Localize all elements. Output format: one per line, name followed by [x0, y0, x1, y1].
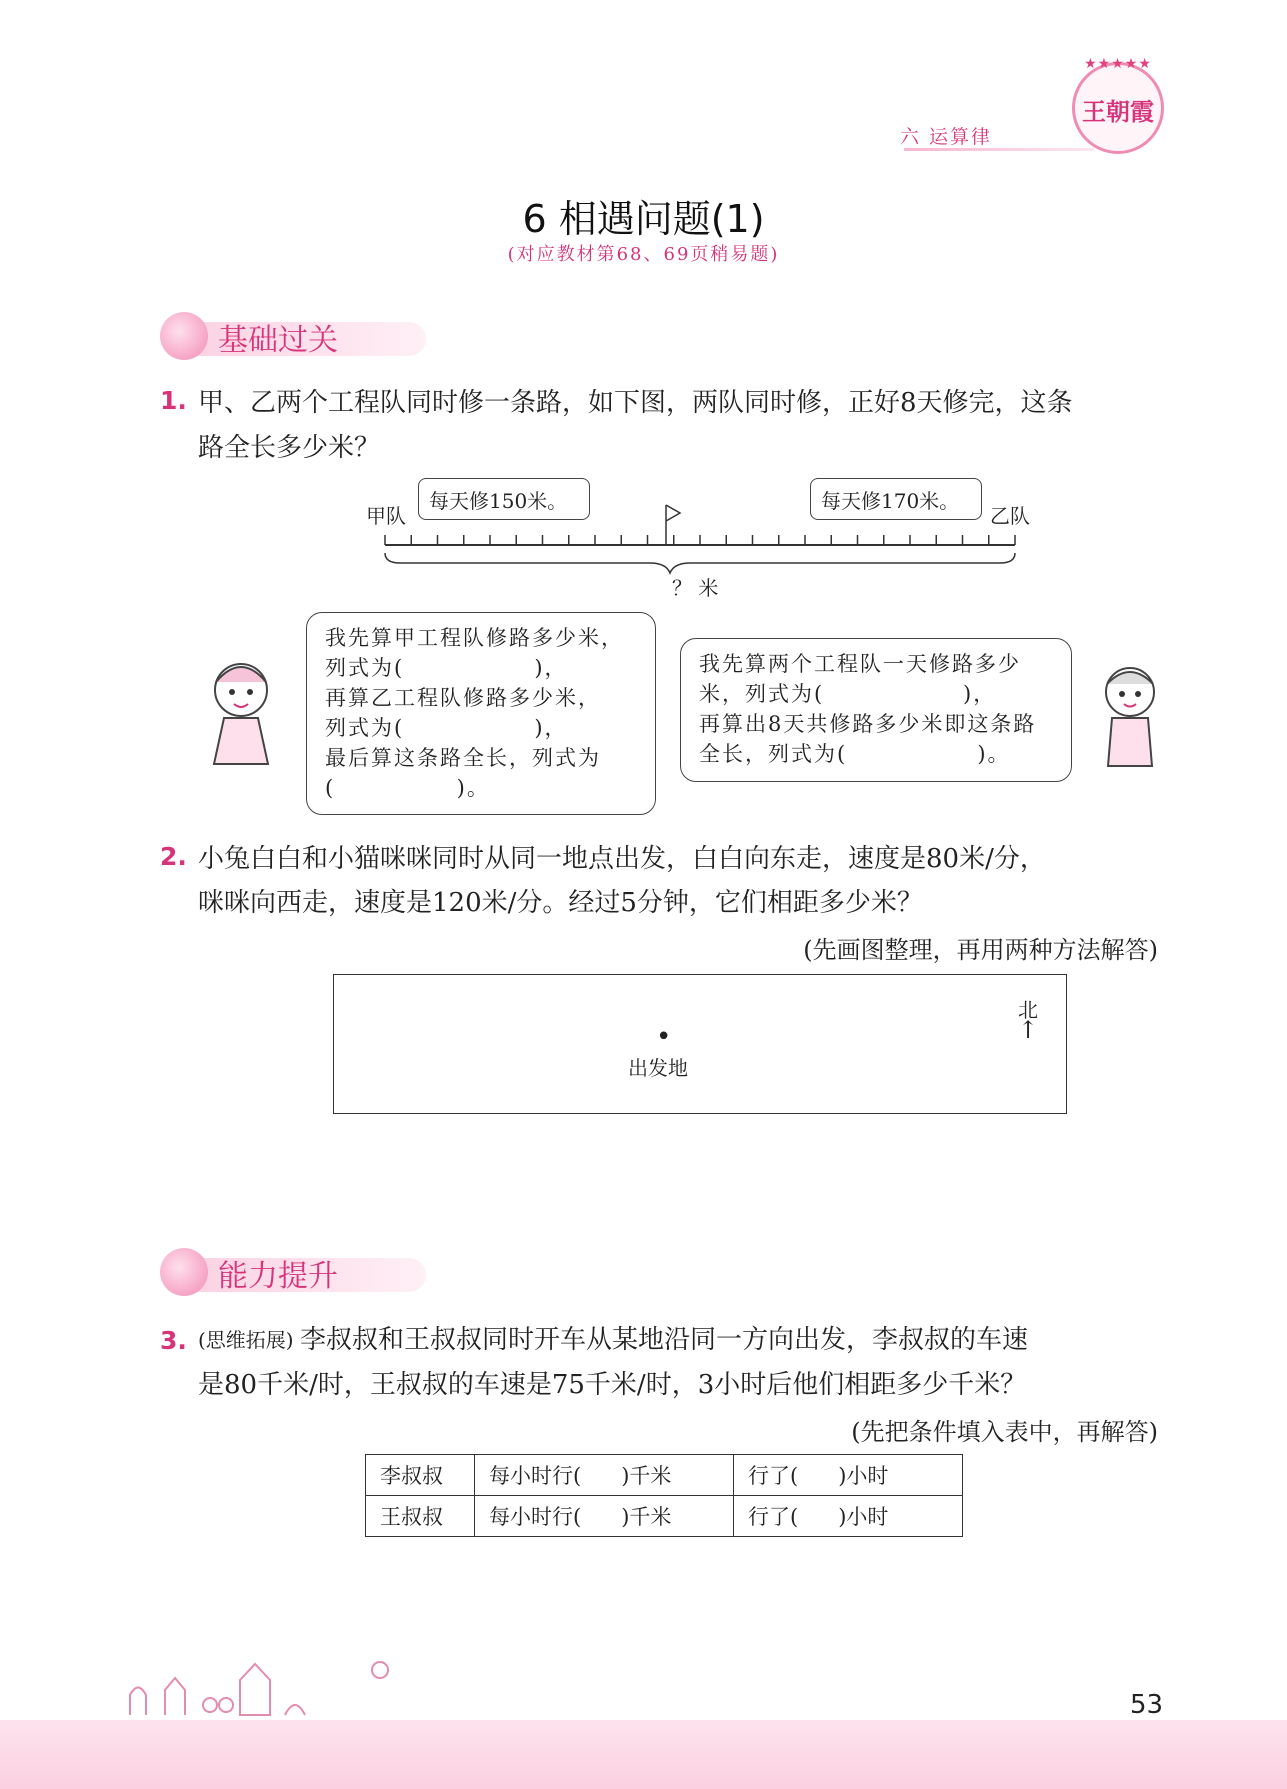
- section-header-advanced: [160, 1248, 440, 1296]
- question-2-line-2: 咪咪向西走，速度是120米/分。经过5分钟，它们相距多少米？: [198, 888, 923, 918]
- drawing-area[interactable]: [333, 974, 1067, 1114]
- section-title-advanced: 能力提升: [218, 1259, 338, 1294]
- girl-speech-bubble: [306, 612, 656, 815]
- section-badge-icon: [160, 1248, 208, 1296]
- team-b-speed-bubble: 每天修170米。: [810, 478, 982, 520]
- question-1-line-2: 路全长多少米？: [198, 433, 381, 463]
- page-subtitle: (对应教材第68、69页稍易题): [507, 244, 780, 265]
- north-label: 北: [1018, 998, 1038, 1022]
- origin-dot: •: [656, 1022, 672, 1052]
- footer-decoration-icon: [120, 1650, 400, 1720]
- section-badge-icon: [160, 312, 208, 360]
- logo-stars: ★★★★★: [1084, 56, 1152, 72]
- midpoint-flag-icon: [666, 505, 680, 521]
- road-ticks: [385, 535, 1015, 545]
- section-header-basic: [160, 312, 440, 360]
- girl-speech-line: 再算乙工程队修路多少米，: [325, 686, 601, 710]
- question-2-line-1: 小兔白白和小猫咪咪同时从同一地点出发，白白向东走，速度是80米/分，: [198, 844, 1046, 874]
- section-title-basic: 基础过关: [218, 323, 338, 358]
- team-a-speed-bubble: 每天修150米。: [418, 478, 590, 520]
- question-3-line-2: 是80千米/时，王叔叔的车速是75千米/时，3小时后他们相距多少千米？: [198, 1370, 1027, 1400]
- north-arrow-icon: ↑: [1018, 1016, 1039, 1044]
- boy-speech-line: 再算出8天共修路多少米即这条路: [699, 712, 1037, 736]
- girl-speech-line: ( )。: [325, 776, 490, 800]
- total-brace: [385, 553, 1015, 573]
- question-number-3: 3.: [160, 1326, 187, 1355]
- question-1-line-1: 甲、乙两个工程队同时修一条路，如下图，两队同时修，正好8天修完，这条: [198, 388, 1073, 418]
- table-cell: 李叔叔: [366, 1455, 475, 1496]
- table-row: [366, 1496, 963, 1537]
- page-number: 53: [1130, 1690, 1164, 1720]
- chapter-underline: [904, 148, 1094, 151]
- boy-speech-line: 我先算两个工程队一天修路多少: [699, 652, 1021, 676]
- table-cell[interactable]: 每小时行( )千米: [475, 1496, 734, 1537]
- footer-band: [0, 1720, 1287, 1789]
- team-b-label: 乙队: [990, 504, 1030, 528]
- origin-label: 出发地: [628, 1056, 688, 1080]
- table-cell: 王叔叔: [366, 1496, 475, 1537]
- boy-speech-line: 全长，列式为( )。: [699, 742, 1011, 766]
- chapter-tag: 六 运算律: [900, 126, 993, 148]
- question-number-2: 2.: [160, 842, 187, 871]
- question-3-tag: (思维拓展): [198, 1328, 294, 1352]
- boy-speech-line: 米，列式为( )，: [699, 682, 997, 706]
- girl-speech-line: 我先算甲工程队修路多少米，: [325, 626, 624, 650]
- girl-speech-line: 最后算这条路全长，列式为: [325, 746, 601, 770]
- table-row: [366, 1455, 963, 1496]
- question-2-hint: (先画图整理，再用两种方法解答): [803, 936, 1158, 964]
- girl-speech-line: 列式为( )，: [325, 656, 568, 680]
- logo-text: 王朝霞: [1082, 97, 1154, 126]
- table-cell[interactable]: 行了( )小时: [734, 1496, 963, 1537]
- table-cell[interactable]: 每小时行( )千米: [475, 1455, 734, 1496]
- question-3-hint: (先把条件填入表中，再解答): [851, 1418, 1158, 1446]
- table-cell[interactable]: 行了( )小时: [734, 1455, 963, 1496]
- girl-speech-line: 列式为( )，: [325, 716, 568, 740]
- boy-character-icon: [1090, 656, 1170, 771]
- boy-speech-bubble: [680, 638, 1072, 782]
- girl-character-icon: [196, 652, 286, 772]
- total-length-label: ？ 米: [672, 576, 719, 600]
- page-title: 6 相遇问题(1): [522, 197, 765, 241]
- team-a-label: 甲队: [366, 504, 406, 528]
- condition-table: [365, 1454, 963, 1537]
- question-number-1: 1.: [160, 386, 187, 415]
- question-3-line-1: 李叔叔和王叔叔同时开车从某地沿同一方向出发，李叔叔的车速: [300, 1325, 1029, 1355]
